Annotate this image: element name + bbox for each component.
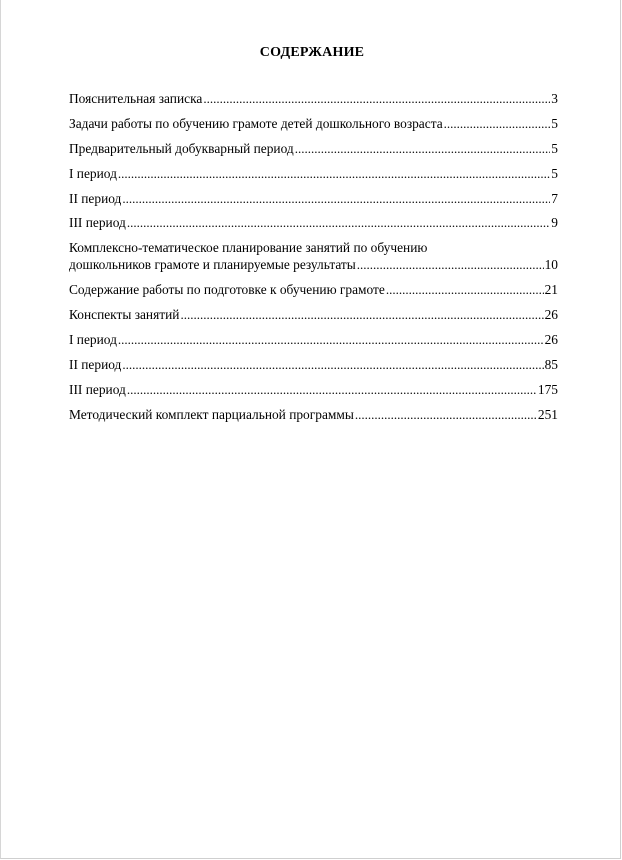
toc-entry-text: Предварительный добукварный период xyxy=(69,141,294,156)
toc-entry-text: Пояснительная записка xyxy=(69,91,203,106)
toc-entry-page: 175 xyxy=(537,382,558,397)
toc-entry[interactable] xyxy=(69,140,558,157)
toc-dot-leader xyxy=(118,331,544,348)
toc-entry-page: 251 xyxy=(537,407,558,422)
toc-dot-leader xyxy=(118,165,550,182)
toc-entry-page: 10 xyxy=(544,257,558,272)
toc-entry-page: 7 xyxy=(551,191,558,206)
toc-entry[interactable] xyxy=(69,331,558,348)
toc-entry-text: Методический комплект парциальной программы xyxy=(69,407,354,422)
toc-entry[interactable] xyxy=(69,115,558,132)
toc-entry-page: 85 xyxy=(544,357,558,372)
toc-dot-leader xyxy=(180,306,543,323)
toc-entry-text: дошкольников грамоте и планируемые результаты xyxy=(69,257,356,272)
toc-dot-leader xyxy=(127,214,550,231)
toc-entry-text: III период xyxy=(69,215,126,230)
toc-entry-text: II период xyxy=(69,357,122,372)
toc-entry-text: I период xyxy=(69,166,117,181)
toc-dot-leader xyxy=(386,281,544,298)
toc-entry-page: 9 xyxy=(551,215,558,230)
toc-title: СОДЕРЖАНИЕ xyxy=(259,45,365,60)
toc-entry-text: Задачи работы по обучению грамоте детей дошкольного возраста xyxy=(69,116,443,131)
toc-dot-leader xyxy=(295,140,551,157)
toc-entry[interactable] xyxy=(69,406,558,423)
toc-entry[interactable] xyxy=(69,281,558,298)
toc-dot-leader xyxy=(122,356,543,373)
toc-entry[interactable] xyxy=(69,356,558,373)
toc-entry[interactable] xyxy=(69,239,558,273)
toc-entry-text: Конспекты занятий xyxy=(69,307,180,322)
toc-entry-page: 5 xyxy=(551,116,558,131)
toc-entry-text: II период xyxy=(69,191,122,206)
toc-entry-text: III период xyxy=(69,382,126,397)
toc-dot-leader xyxy=(355,406,537,423)
toc-entry[interactable] xyxy=(69,306,558,323)
toc-dot-leader xyxy=(127,381,537,398)
toc-entry[interactable] xyxy=(69,165,558,182)
toc-entry-text: I период xyxy=(69,332,117,347)
toc-dot-leader xyxy=(122,190,550,207)
toc-entry[interactable] xyxy=(69,381,558,398)
toc-entry-page: 5 xyxy=(551,141,558,156)
toc-entry-page: 26 xyxy=(544,332,558,347)
toc-entry-text-line1: Комплексно-тематическое планирование занятий по обучению xyxy=(69,240,428,255)
toc-dot-leader xyxy=(444,115,551,132)
toc-dot-leader xyxy=(357,256,544,273)
toc-entry-text: Содержание работы по подготовке к обучению грамоте xyxy=(69,282,385,297)
toc-entry[interactable] xyxy=(69,90,558,107)
toc-entry-page: 26 xyxy=(544,307,558,322)
toc-entry-page: 5 xyxy=(551,166,558,181)
toc-entry[interactable] xyxy=(69,214,558,231)
toc-entry[interactable] xyxy=(69,190,558,207)
toc-entry-page: 3 xyxy=(551,91,558,106)
toc-entry-page: 21 xyxy=(544,282,558,297)
toc-dot-leader xyxy=(203,90,550,107)
